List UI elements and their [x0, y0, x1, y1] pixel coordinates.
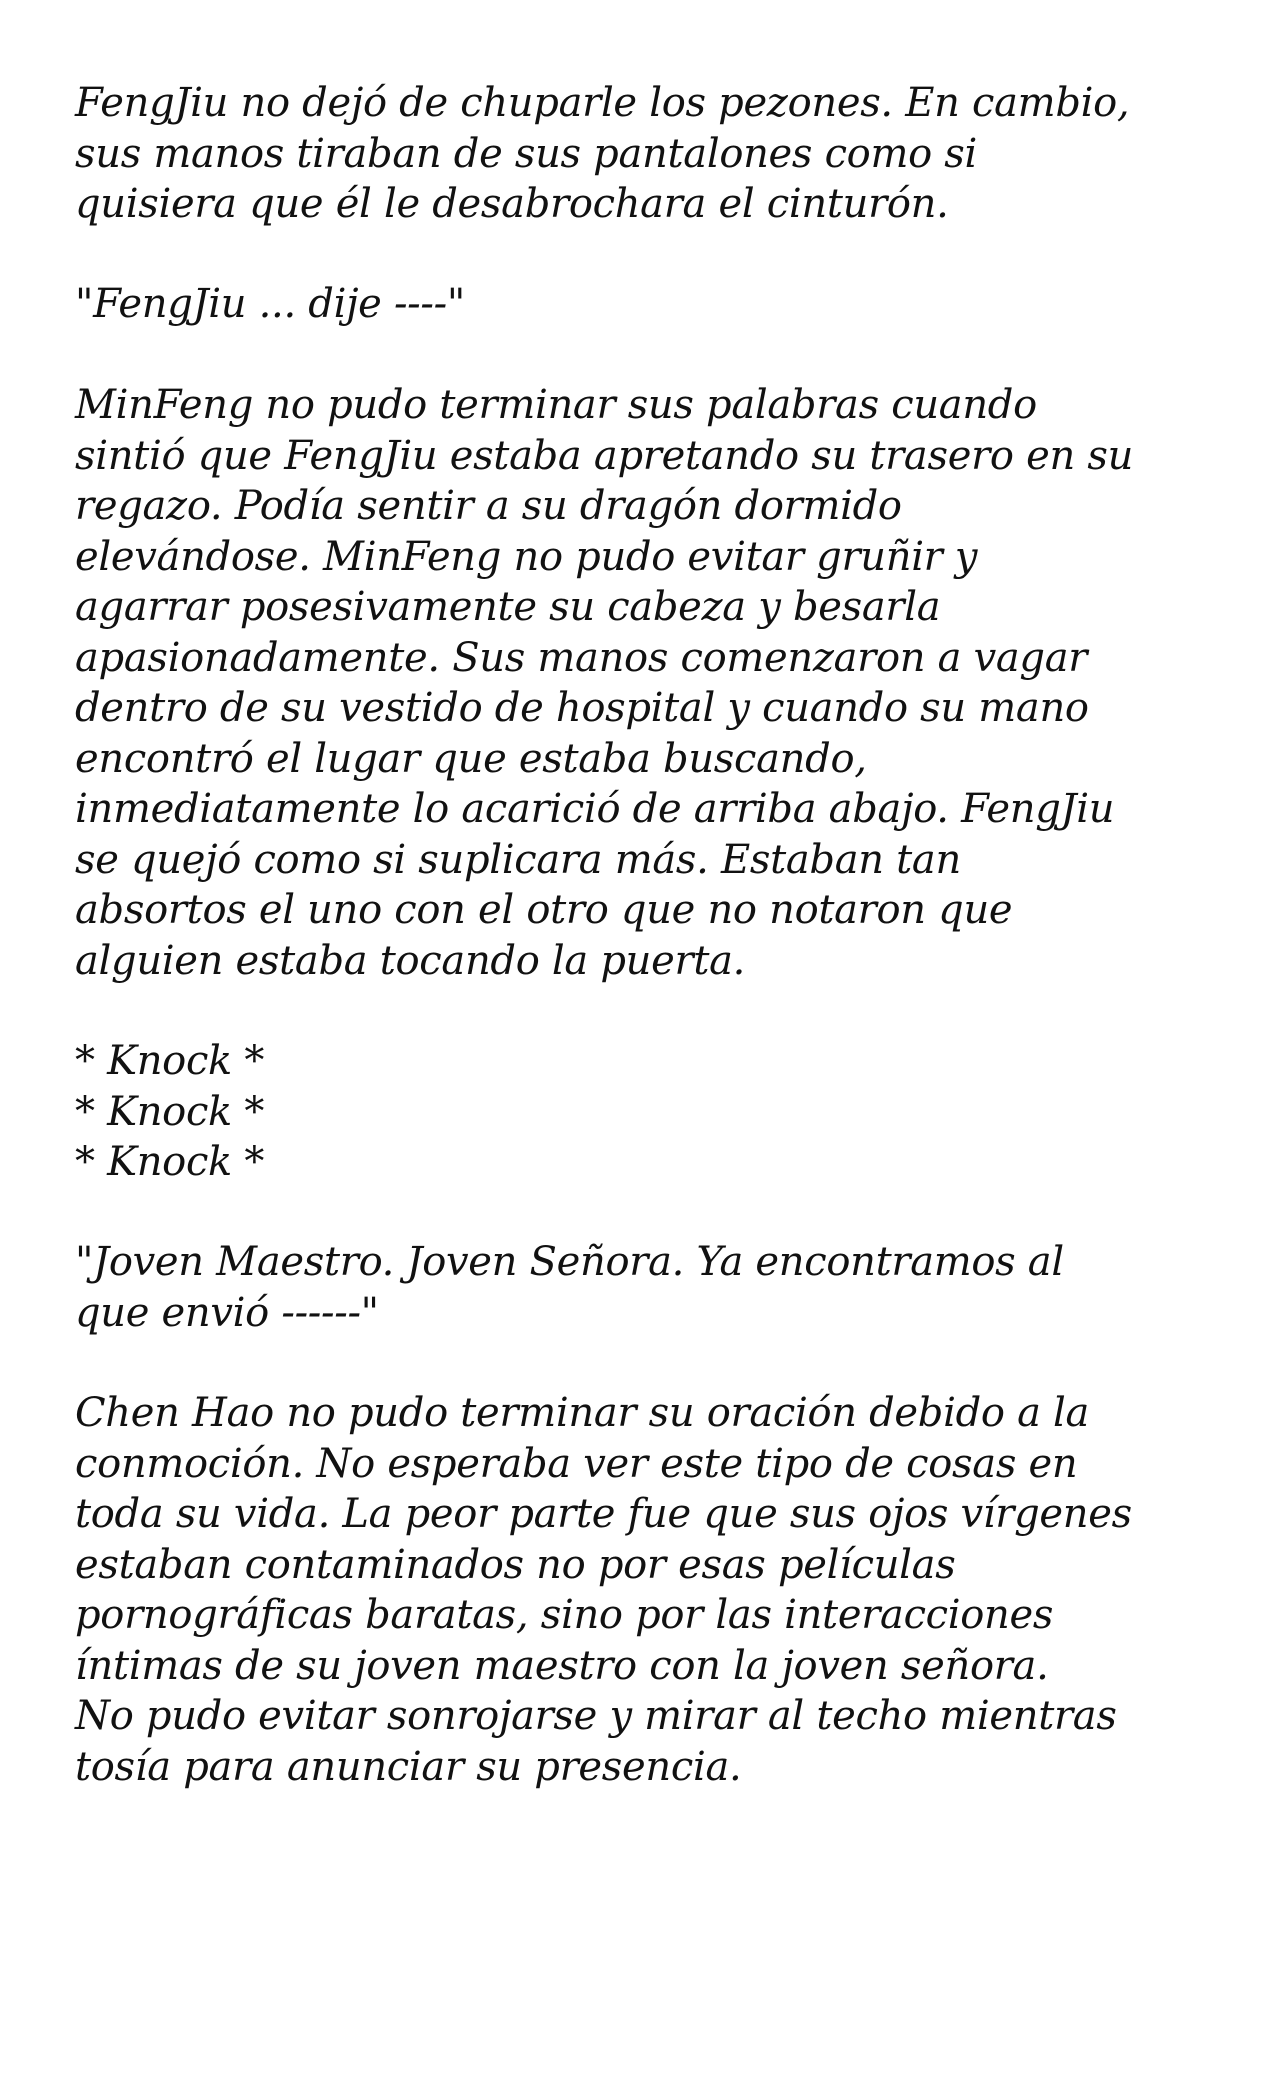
text-line: inmediatamente lo acarició de arriba abajo. FengJiu — [75, 786, 1115, 832]
paragraph-1 — [75, 78, 1225, 230]
dialogue-text: Joven Maestro. Joven Señora. Ya encontramos al — [93, 1239, 1064, 1285]
text-line: tosía para anunciar su presencia. — [75, 1743, 742, 1790]
close-quote: " — [360, 1289, 379, 1336]
knock-line: * Knock * — [75, 1038, 265, 1084]
paragraph-2 — [75, 279, 1225, 330]
close-quote: " — [446, 281, 465, 327]
text-line: Chen Hao no pudo terminar su oración debido a la — [75, 1390, 1090, 1436]
text-line: elevándose. MinFeng no pudo evitar gruñir y — [75, 533, 978, 580]
text-line: conmoción. No esperaba ver este tipo de cosas en — [75, 1440, 1078, 1487]
text-line: FengJiu no dejó de chuparle los pezones. En cambio, — [75, 80, 1130, 126]
text-line: No pudo evitar sonrojarse y mirar al techo mientras — [75, 1693, 1117, 1739]
text-line: dentro de su vestido de hospital y cuando su mano — [75, 685, 1089, 731]
text-line: toda su vida. La peor parte fue que sus ojos vírgenes — [75, 1491, 1132, 1537]
text-line: apasionadamente. Sus manos comenzaron a vagar — [75, 634, 1088, 681]
text-line: sus manos tiraban de sus pantalones como si — [75, 130, 978, 177]
knock-line: * Knock * — [75, 1139, 265, 1185]
dialogue-line — [75, 1237, 1225, 1288]
text-line: pornográficas baratas, sino por las interacciones — [75, 1592, 1054, 1638]
text-line: regazo. Podía sentir a su dragón dormido — [75, 483, 902, 529]
dialogue-text: FengJiu ... dije ---- — [93, 281, 447, 327]
text-line: se quejó como si suplicara más. Estaban tan — [75, 836, 961, 883]
paragraph-3 — [75, 380, 1225, 986]
open-quote: " — [75, 1239, 94, 1285]
text-line: absortos el uno con el otro que no notaron que — [75, 887, 1013, 933]
text-line: MinFeng no pudo terminar sus palabras cuando — [75, 382, 1037, 428]
text-line: alguien estaba tocando la puerta. — [75, 937, 746, 984]
paragraph-5 — [75, 1237, 1225, 1338]
paragraph-6 — [75, 1388, 1225, 1792]
text-line: quisiera que él le desabrochara el cinturón. — [75, 181, 949, 227]
text-line: íntimas de su joven maestro con la joven señora. — [75, 1642, 1049, 1689]
dialogue-line — [75, 1288, 1225, 1339]
knock-line: * Knock * — [75, 1088, 265, 1135]
text-line: encontró el lugar que estaba buscando, — [75, 735, 867, 782]
dialogue-line — [75, 279, 1225, 330]
paragraph-4 — [75, 1036, 1225, 1188]
text-line: estaban contaminados no por esas películas — [75, 1541, 956, 1588]
text-line: agarrar posesivamente su cabeza y besarla — [75, 584, 941, 630]
dialogue-text: que envió ------ — [75, 1289, 361, 1336]
open-quote: " — [75, 281, 94, 327]
text-line: sintió que FengJiu estaba apretando su trasero en su — [75, 432, 1134, 479]
